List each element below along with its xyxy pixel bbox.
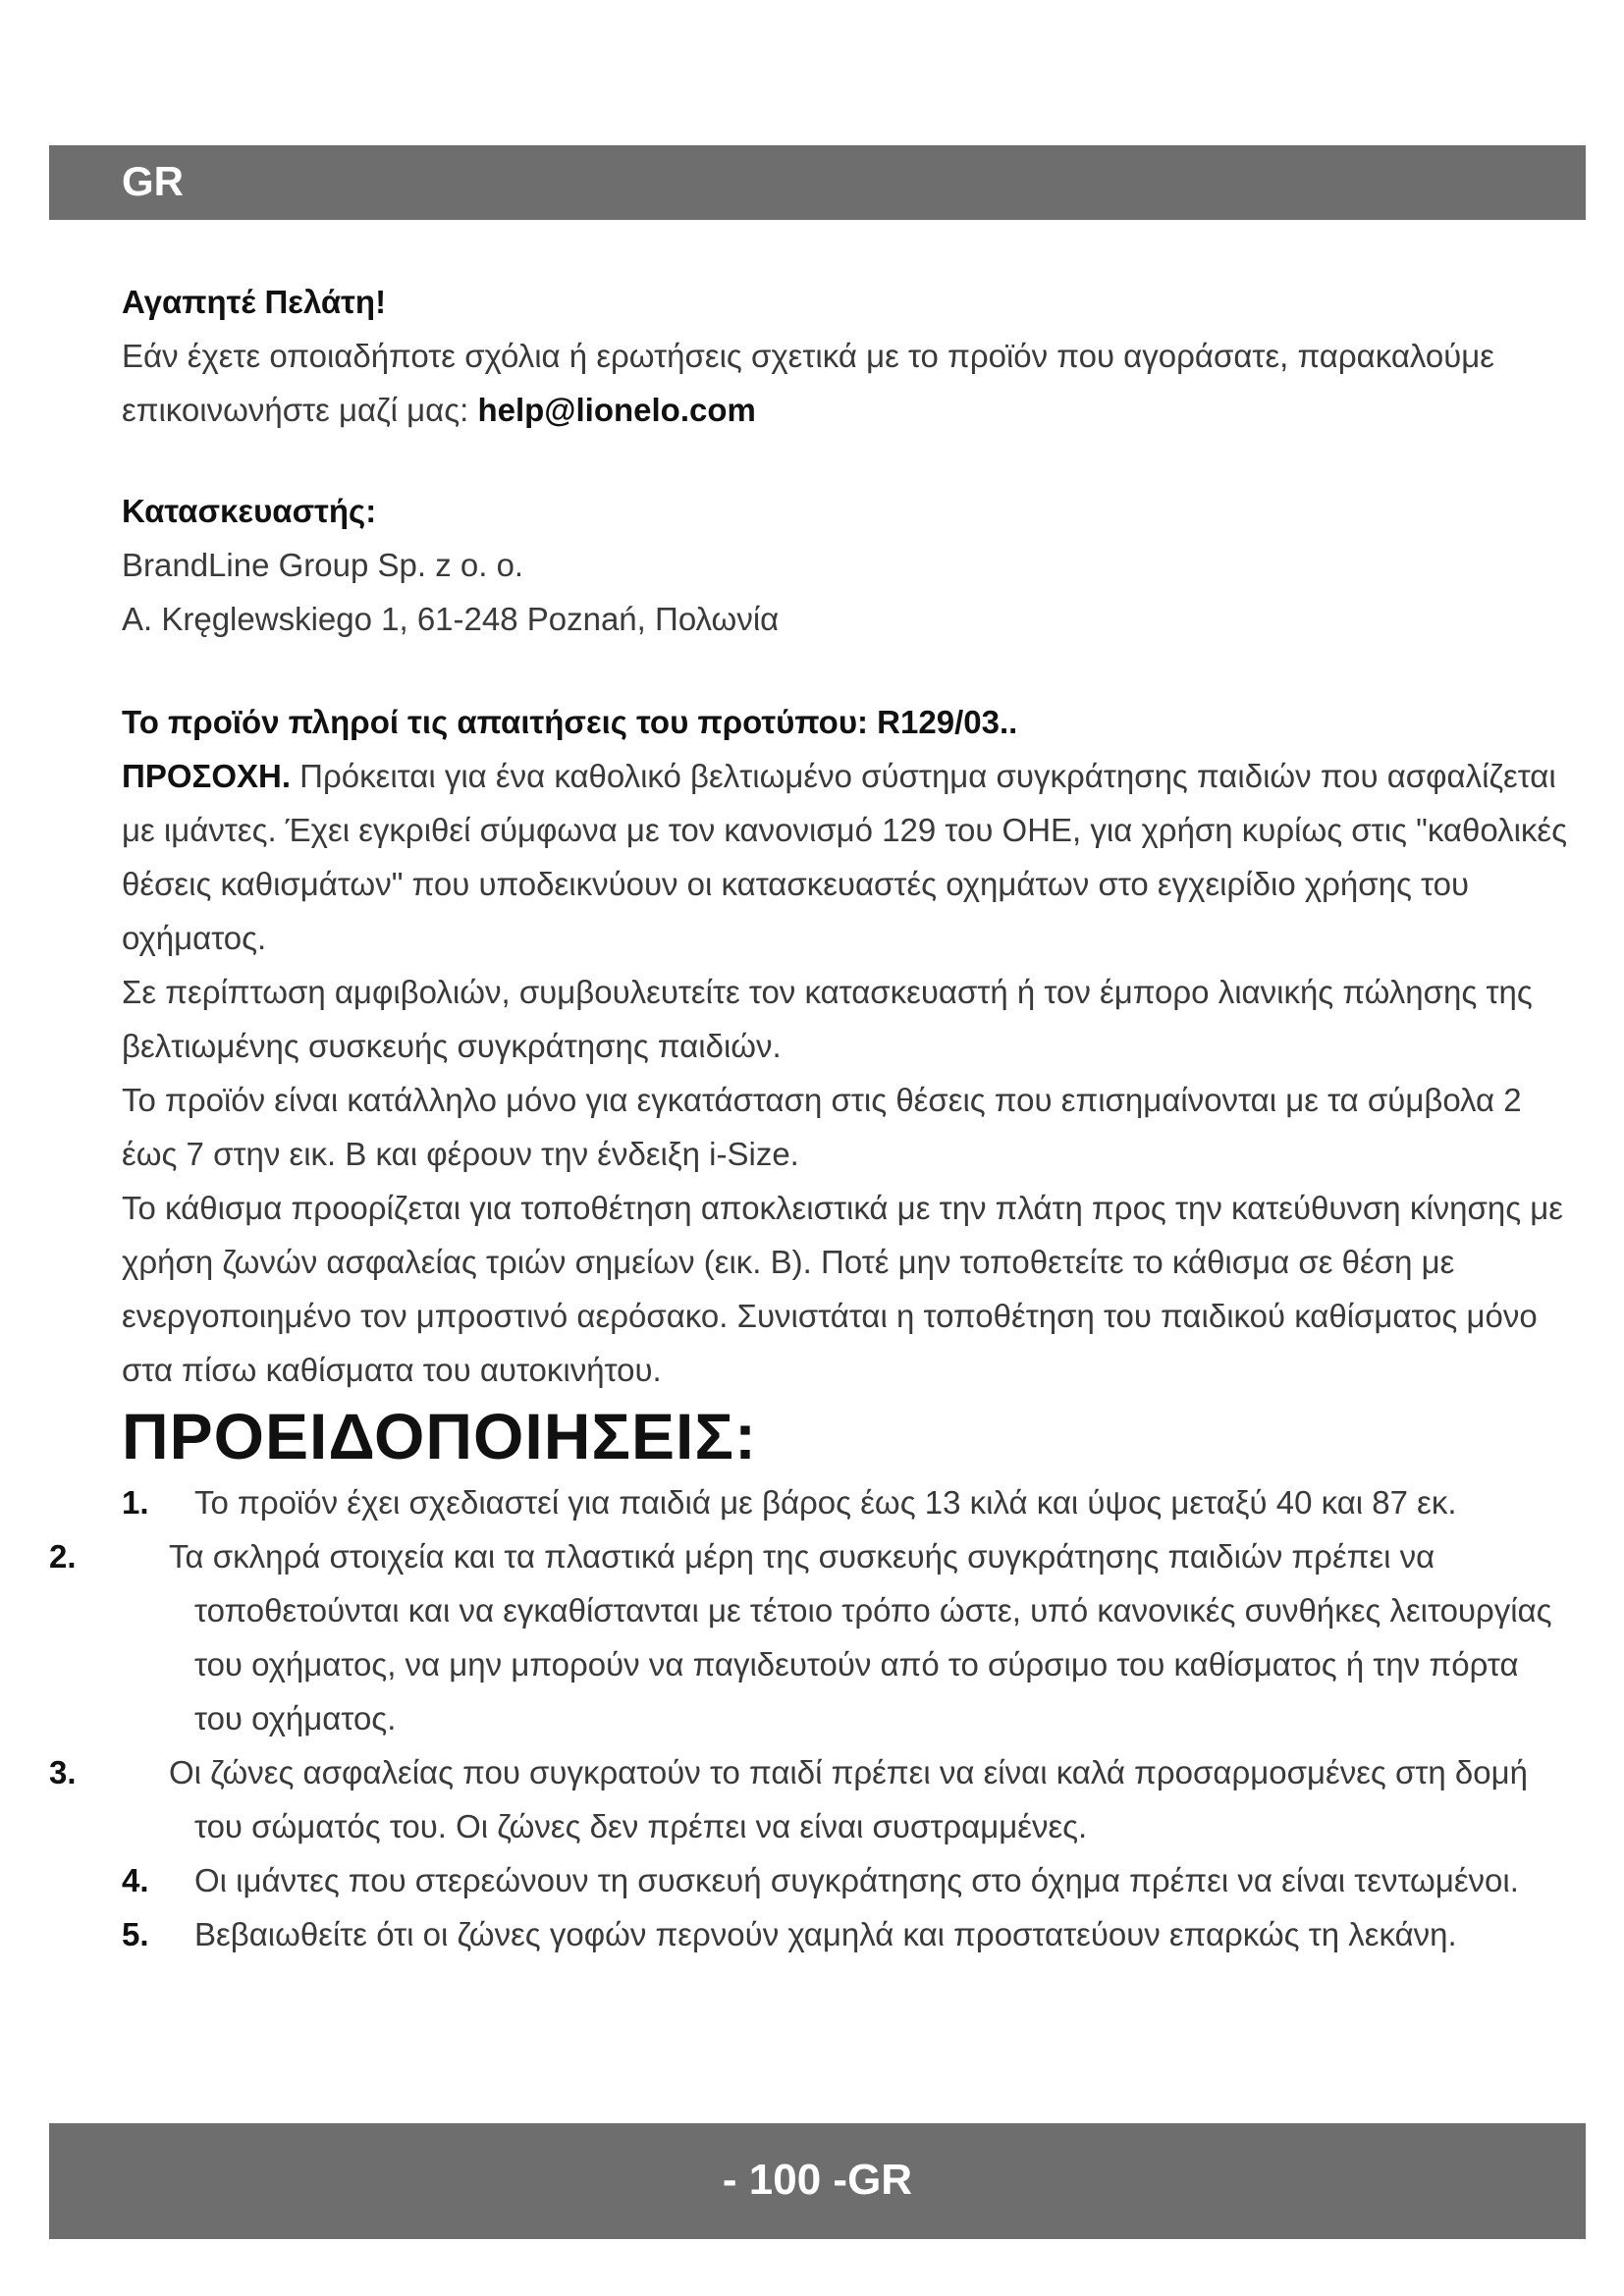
- warning-number: 1.: [122, 1484, 149, 1521]
- warning-text: Τα σκληρά στοιχεία και τα πλαστικά μέρη της συσκευής συγκράτησης παιδιών πρέπει να τοποθετούνται και να εγκαθίστανται με τέτοιο τρόπο ώστε, υπό κανονικές συνθήκες λειτουργίας του οχήματος, να μην μπορούν να παγιδευτούν από το σύρσιμο του καθίσματος ή την πόρτα του οχήματος.: [169, 1538, 1552, 1736]
- installation-positions-paragraph: Το προϊόν είναι κατάλληλο μόνο για εγκατάσταση στις θέσεις που επισημαίνονται με τα σύμβολα 2 έως 7 στην εικ. B και φέρουν την ένδειξη i-Size.: [122, 1082, 1522, 1172]
- greeting-title: Αγαπητέ Πελάτη!: [122, 284, 387, 320]
- manufacturer-name: BrandLine Group Sp. z o. o.: [122, 547, 524, 583]
- warning-text: Οι ζώνες ασφαλείας που συγκρατούν το παιδί πρέπει να είναι καλά προσαρμοσμένες στη δομή του σώματός του. Οι ζώνες δεν πρέπει να είναι συστραμμένες.: [169, 1754, 1529, 1844]
- warning-text: Το προϊόν έχει σχεδιαστεί για παιδιά με βάρος έως 13 κιλά και ύψος μεταξύ 40 και 87 εκ.: [194, 1484, 1457, 1521]
- greeting-paragraph: [122, 329, 1575, 437]
- attention-text: Πρόκειται για ένα καθολικό βελτιωμένο σύστημα συγκράτησης παιδιών που ασφαλίζεται με ιμάντες. Έχει εγκριθεί σύμφωνα με τον κανονισμό 129 του ΟΗΕ, για χρήση κυρίως στις "καθολικές θέσεις καθισμάτων" που υποδεικνύουν οι κατασκευαστές οχημάτων στο εγχειρίδιο χρήσης του οχήματος.: [122, 758, 1568, 956]
- warning-item: [122, 1853, 1575, 1907]
- spacer: [122, 437, 1575, 484]
- warning-number: 3.: [49, 1754, 77, 1790]
- attention-label: ΠΡΟΣΟΧΗ.: [122, 758, 291, 794]
- footer-band: [49, 2123, 1586, 2239]
- page-content: [49, 275, 1575, 1961]
- warning-item: [122, 1475, 1575, 1529]
- warnings-title: ΠΡΟΕΙΔΟΠΟΙΗΣΕΙΣ:: [122, 1400, 757, 1472]
- doubts-paragraph: Σε περίπτωση αμφιβολιών, συμβουλευτείτε τον κατασκευαστή ή τον έμπορο λιανικής πώλησης της βελτιωμένης συσκευής συγκράτησης παιδιών.: [122, 974, 1533, 1064]
- warnings-list: [49, 1475, 1575, 1961]
- language-code: GR: [122, 158, 184, 204]
- spacer: [122, 646, 1575, 695]
- warning-text: Βεβαιωθείτε ότι οι ζώνες γοφών περνούν χαμηλά και προστατεύουν επαρκώς τη λεκάνη.: [194, 1916, 1457, 1952]
- warning-number: 5.: [122, 1916, 149, 1952]
- page-number: - 100 -GR: [722, 2156, 913, 2204]
- standard-title: Το προϊόν πληροί τις απαιτήσεις του προτύπου: R129/03..: [122, 704, 1018, 740]
- warning-number: 2.: [49, 1538, 77, 1575]
- warning-item: [49, 1529, 1575, 1745]
- header-band: [49, 145, 1586, 220]
- attention-paragraph: [122, 749, 1575, 965]
- rear-facing-paragraph: Το κάθισμα προορίζεται για τοποθέτηση αποκλειστικά με την πλάτη προς την κατεύθυνση κίνησης με χρήση ζωνών ασφαλείας τριών σημείων (εικ. B). Ποτέ μην τοποθετείτε το κάθισμα σε θέση με ενεργοποιημένο τον μπροστινό αερόσακο. Συνιστάται η τοποθέτηση του παιδικού καθίσματος μόνο στα πίσω καθίσματα του αυτοκινήτου.: [122, 1190, 1564, 1388]
- support-email: help@lionelo.com: [477, 392, 756, 428]
- warning-text: Οι ιμάντες που στερεώνουν τη συσκευή συγκράτησης στο όχημα πρέπει να είναι τεντωμένοι.: [194, 1862, 1519, 1898]
- warning-number: 4.: [122, 1862, 149, 1898]
- warning-item: [122, 1907, 1575, 1961]
- greeting-text: Εάν έχετε οποιαδήποτε σχόλια ή ερωτήσεις σχετικά με το προϊόν που αγοράσατε, παρακαλούμε επικοινωνήστε μαζί μας:: [122, 338, 1495, 428]
- manufacturer-address: A. Kręglewskiego 1, 61-248 Poznań, Πολωνία: [122, 601, 780, 637]
- warning-item: [49, 1745, 1575, 1853]
- manufacturer-title: Κατασκευαστής:: [122, 493, 377, 529]
